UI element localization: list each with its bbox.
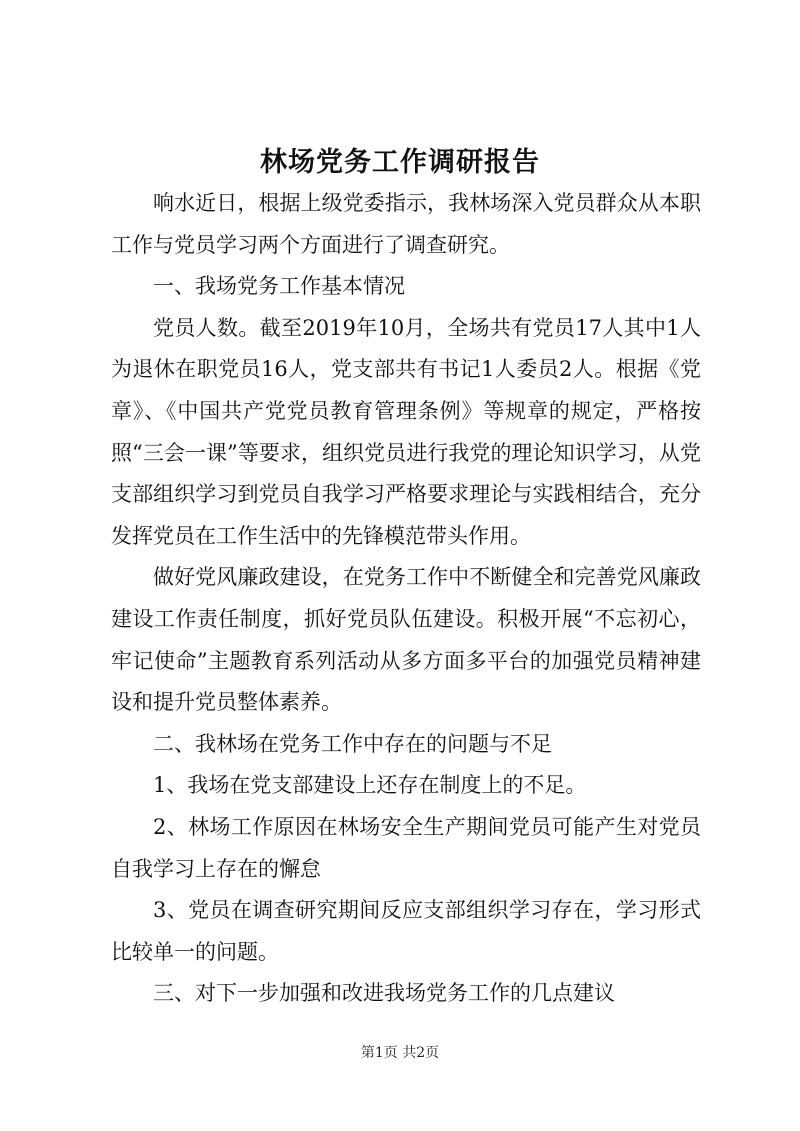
paragraph-integrity: 做好党风廉政建设，在党务工作中不断健全和完善党风廉政建设工作责任制度，抓好党员队伍建设。积极开展“不忘初心，牢记使命”主题教育系列活动从多方面多平台的加强党员精神建设和提升党员整体素养。 <box>111 565 701 715</box>
page-footer: 第1页 共2页 <box>360 1045 440 1061</box>
section-heading-1: 一、我场党务工作基本情况 <box>153 274 405 299</box>
document-title: 林场党务工作调研报告 <box>260 147 540 178</box>
section-heading-2: 二、我林场在党务工作中存在的问题与不足 <box>153 731 552 756</box>
paragraph-membership: 党员人数。截至2019年10月，全场共有党员17人其中1人为退休在职党员16人，党支部共有书记1人委员2人。根据《党章》、《中国共产党党员教育管理条例》等规章的规定，严格按照“三会一课”等要求，组织党员进行我党的理论知识学习，从党支部组织学习到党员自我学习严格要求理论与实践相结合，充分发挥党员在工作生活中的先锋模范带头作用。 <box>111 315 701 548</box>
section-heading-3: 三、对下一步加强和改进我场党务工作的几点建议 <box>153 981 615 1006</box>
document-body <box>111 183 701 1015</box>
problem-item-3: 3、党员在调查研究期间反应支部组织学习存在，学习形式比较单一的问题。 <box>111 898 701 964</box>
paragraph-intro: 响水近日，根据上级党委指示，我林场深入党员群众从本职工作与党员学习两个方面进行了调查研究。 <box>111 191 701 257</box>
problem-item-1: 1、我场在党支部建设上还存在制度上的不足。 <box>153 773 587 798</box>
problem-item-2: 2、林场工作原因在林场安全生产期间党员可能产生对党员自我学习上存在的懈怠 <box>111 814 701 881</box>
